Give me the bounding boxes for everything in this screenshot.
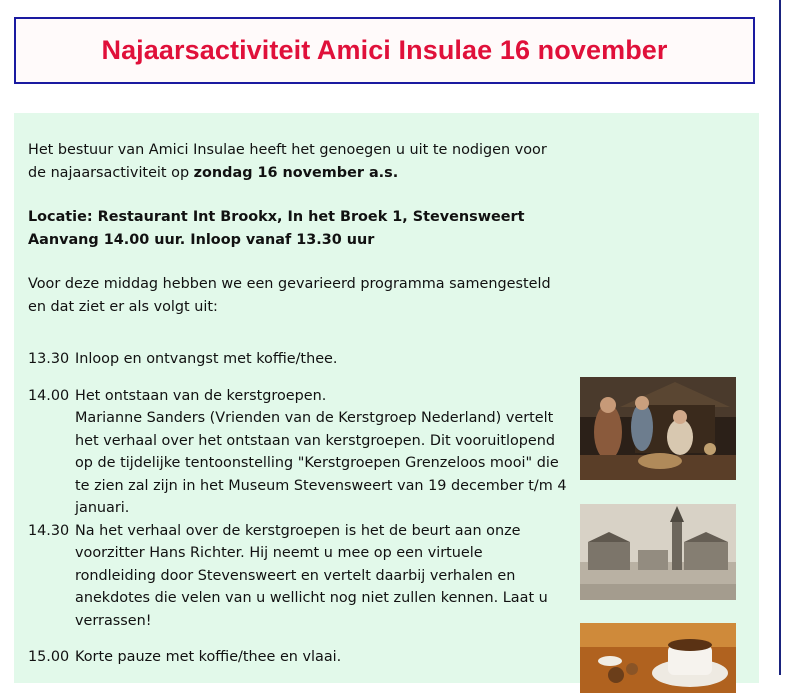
program-intro: Voor deze middag hebben we een gevarieerd programma samengesteld en dat ziet er als volgt uit: — [28, 276, 551, 315]
program-time: 14.00 — [28, 387, 70, 404]
page-title: Najaarsactiviteit Amici Insulae 16 november — [101, 35, 668, 65]
program-item — [28, 385, 568, 520]
coffee-cup-photo — [580, 623, 736, 693]
intro-paragraph — [28, 139, 568, 184]
program-item — [28, 348, 568, 371]
program-title: Het ontstaan van de kerstgroepen. — [75, 387, 327, 404]
page-right-border — [779, 0, 781, 675]
content-panel — [14, 113, 759, 683]
program-item — [28, 646, 568, 669]
program-title: Inloop en ontvangst met koffie/thee. — [75, 351, 338, 367]
program-time: 13.30 — [28, 351, 70, 367]
article-text — [28, 139, 568, 669]
program-item — [28, 520, 568, 633]
program-title: Na het verhaal over de kerstgroepen is het de beurt aan onze voorzitter Hans Richter. Hij neemt u mee op een virtuele rondleiding door Stevensweert en vertelt daarbij verhalen en anekdotes die velen van u wellicht nog niet zullen kennen. Laat u verrassen! — [75, 522, 548, 629]
location-line — [28, 206, 568, 229]
program-time: 15.00 — [28, 649, 70, 665]
stevensweert-postcard-photo — [580, 504, 736, 600]
title-banner — [14, 17, 755, 84]
start-line — [28, 229, 568, 252]
location-text: Locatie: Restaurant Int Brookx, In het Broek 1, Stevensweert — [28, 209, 525, 225]
program-time: 14.30 — [28, 522, 70, 539]
nativity-scene-photo — [580, 377, 736, 480]
start-text: Aanvang 14.00 uur. Inloop vanaf 13.30 uur — [28, 231, 375, 248]
intro-text: Het bestuur van Amici Insulae heeft het genoegen u uit te nodigen voor de najaarsactiviteit op — [28, 142, 547, 181]
program-description: Marianne Sanders (Vrienden van de Kerstgroep Nederland) vertelt het verhaal over het ontstaan van kerstgroepen. Dit vooruitlopend op de tijdelijke tentoonstelling "Kerstgroepen Grenzeloos mooi" die te zien zal zijn in het Museum Stevensweert van 19 december t/m 4 januari. — [75, 410, 567, 516]
program-title: Korte pauze met koffie/thee en vlaai. — [75, 649, 342, 665]
intro-date: zondag 16 november a.s. — [193, 164, 399, 181]
